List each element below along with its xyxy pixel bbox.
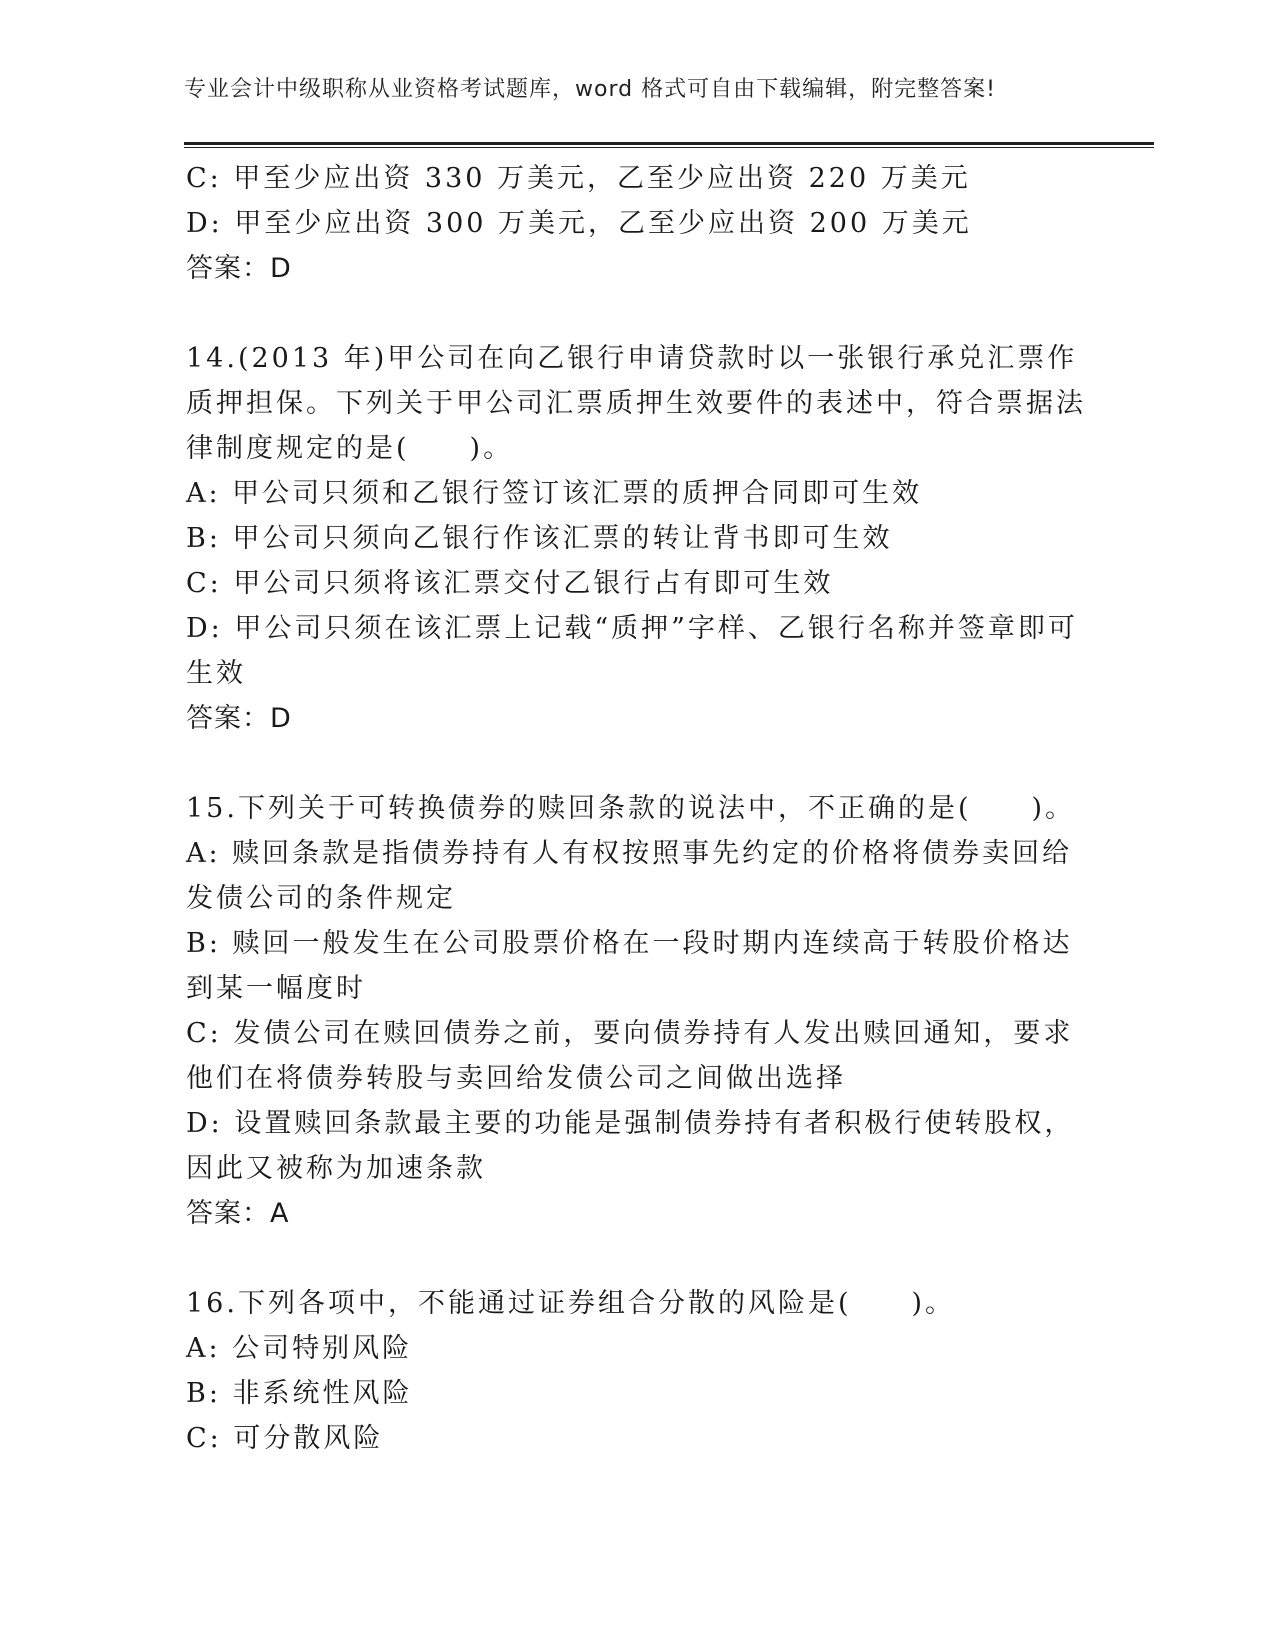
q15-option-b: B: 赎回一般发生在公司股票价格在一段时期内连续高于转股价格达到某一幅度时 [186, 928, 1073, 1004]
q16-option-a: A: 公司特别风险 [186, 1333, 413, 1364]
q14-stem: 14.(2013 年)甲公司在向乙银行申请贷款时以一张银行承兑汇票作质押担保。下列关于甲公司汇票质押生效要件的表述中，符合票据法律制度规定的是( )。 [186, 343, 1086, 464]
q14-answer: 答案：D [186, 703, 292, 734]
q15-stem: 15.下列关于可转换债券的赎回条款的说法中，不正确的是( )。 [186, 793, 1076, 824]
q13-answer: 答案：D [186, 253, 292, 284]
spacer [186, 291, 1086, 336]
q13-option-c: C: 甲至少应出资 330 万美元，乙至少应出资 220 万美元 [186, 163, 971, 194]
q15-option-c: C: 发债公司在赎回债券之前，要向债券持有人发出赎回通知，要求他们在将债券转股与卖回给发债公司之间做出选择 [186, 1018, 1074, 1094]
q14-option-b: B: 甲公司只须向乙银行作该汇票的转让背书即可生效 [186, 523, 893, 554]
q14-option-d: D: 甲公司只须在该汇票上记载“质押”字样、乙银行名称并签章即可生效 [186, 613, 1078, 689]
q13-option-d: D: 甲至少应出资 300 万美元，乙至少应出资 200 万美元 [186, 208, 972, 239]
q14-option-a: A: 甲公司只须和乙银行签订该汇票的质押合同即可生效 [186, 478, 923, 509]
header-divider [184, 142, 1154, 148]
q15-option-a: A: 赎回条款是指债券持有人有权按照事先约定的价格将债券卖回给发债公司的条件规定 [186, 838, 1073, 914]
q16-option-c: C: 可分散风险 [186, 1423, 384, 1454]
spacer [186, 741, 1086, 786]
q16-option-b: B: 非系统性风险 [186, 1378, 413, 1409]
q16-stem: 16.下列各项中，不能通过证券组合分散的风险是( )。 [186, 1288, 956, 1319]
q14-option-c: C: 甲公司只须将该汇票交付乙银行占有即可生效 [186, 568, 834, 599]
q15-answer: 答案：A [186, 1198, 290, 1229]
spacer [186, 1236, 1086, 1281]
page-header: 专业会计中级职称从业资格考试题库，word 格式可自由下载编辑，附完整答案! [184, 77, 996, 102]
q15-option-d: D: 设置赎回条款最主要的功能是强制债券持有者积极行使转股权，因此又被称为加速条款 [186, 1108, 1075, 1184]
question-content [186, 156, 1086, 1461]
